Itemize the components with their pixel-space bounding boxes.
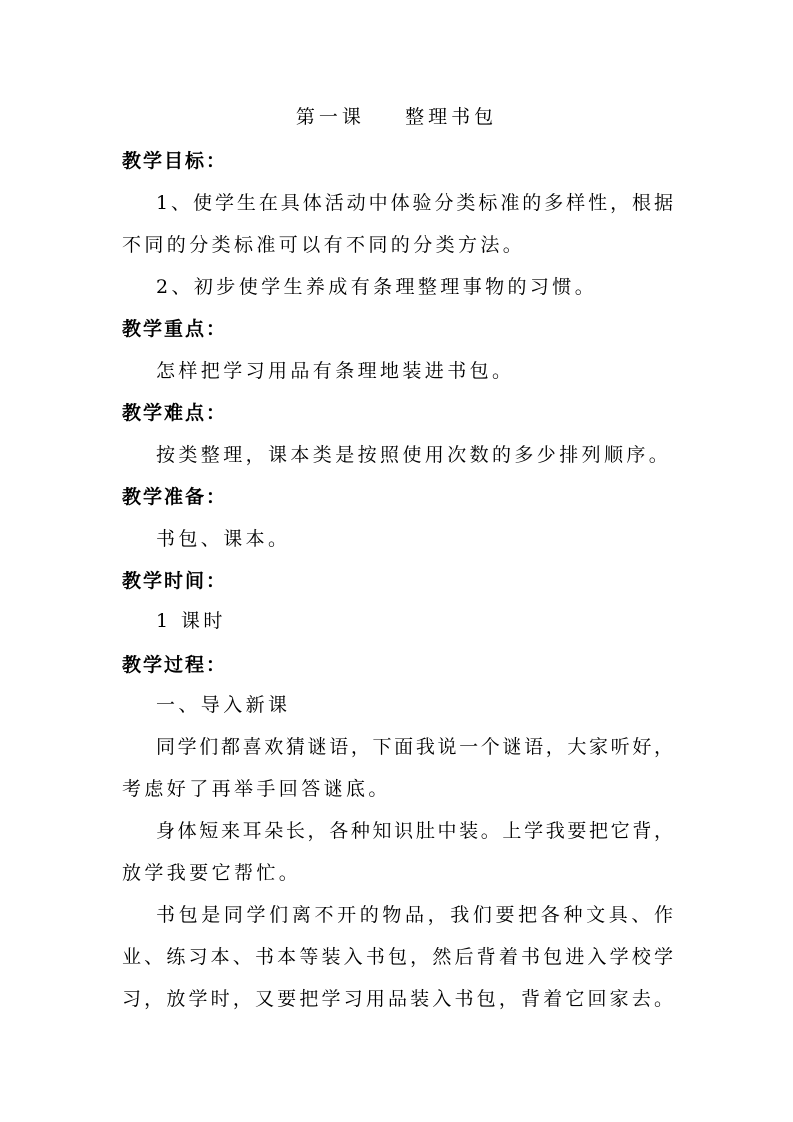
objectives-item-1-line-1: 1、使学生在具体活动中体验分类标准的多样性，根据 bbox=[156, 192, 673, 214]
process-p2-line-2: 放学我要它帮忙。 bbox=[122, 862, 302, 884]
preparation-text: 书包、课本。 bbox=[156, 528, 291, 550]
key-points-text: 怎样把学习用品有条理地装进书包。 bbox=[156, 360, 515, 382]
process-p3-line-1: 书包是同学们离不开的物品，我们要把各种文具、作 bbox=[156, 904, 673, 926]
process-p1-line-2: 考虑好了再举手回答谜底。 bbox=[122, 778, 391, 800]
objectives-item-2: 2、初步使学生养成有条理整理事物的习惯。 bbox=[156, 276, 598, 298]
process-p3-line-2: 业、练习本、书本等装入书包，然后背着书包进入学校学 bbox=[122, 946, 673, 968]
time-heading: 教学时间： bbox=[122, 570, 228, 592]
lesson-title: 第一课 整理书包 bbox=[295, 106, 498, 128]
process-p3-line-3: 习，放学时，又要把学习用品装入书包，背着它回家去。 bbox=[122, 988, 673, 1010]
time-text: 1 课时 bbox=[156, 610, 226, 632]
difficulties-text: 按类整理，课本类是按照使用次数的多少排列顺序。 bbox=[156, 444, 672, 466]
process-subheading-intro: 一、导入新课 bbox=[156, 694, 291, 716]
objectives-heading: 教学目标： bbox=[122, 150, 228, 172]
process-p1-line-1: 同学们都喜欢猜谜语，下面我说一个谜语，大家听好， bbox=[156, 736, 673, 758]
key-points-heading: 教学重点： bbox=[122, 318, 228, 340]
difficulties-heading: 教学难点： bbox=[122, 402, 228, 424]
process-heading: 教学过程： bbox=[122, 654, 228, 676]
preparation-heading: 教学准备： bbox=[122, 486, 228, 508]
process-p2-line-1: 身体短来耳朵长，各种知识肚中装。上学我要把它背， bbox=[156, 820, 673, 842]
objectives-item-1-line-2: 不同的分类标准可以有不同的分类方法。 bbox=[122, 234, 526, 256]
